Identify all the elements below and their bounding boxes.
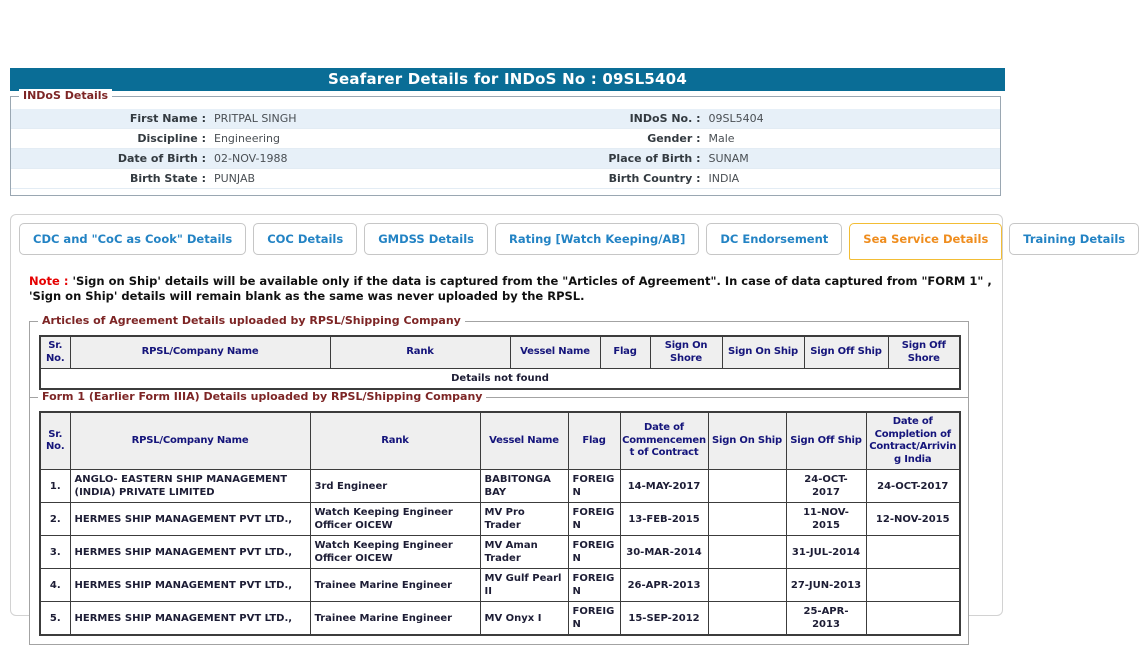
note-body: 'Sign on Ship' details will be available only if the data is captured from the "Articles of Agreement". In case of data captured from "FORM 1" , 'Sign on Ship' details will remain blank as the same was never uploaded by the RPSL. [29, 274, 992, 304]
table-row [40, 503, 960, 536]
sign-on-ship-cell [708, 602, 786, 636]
flag-cell: FOREIGN [568, 602, 620, 636]
articles-of-agreement-fieldset [29, 314, 969, 399]
articles-header-row [40, 336, 960, 369]
date-of-birth-label: Date of Birth : [117, 152, 206, 165]
sr-no-cell: 2. [40, 503, 70, 536]
rank-cell: 3rd Engineer [310, 470, 480, 503]
first-name-label: First Name : [129, 112, 206, 125]
indos-no-label: INDoS No. : [629, 112, 701, 125]
indos-row-birth [11, 149, 1000, 169]
details-not-found-message: Details not found [40, 369, 960, 390]
birth-state-value: PUNJAB [214, 172, 256, 185]
commencement-cell: 30-MAR-2014 [620, 536, 708, 569]
date-of-birth-value: 02-NOV-1988 [214, 152, 288, 165]
tab-coc-details[interactable]: COC Details [253, 223, 357, 255]
indos-row-state [11, 169, 1000, 189]
vessel-cell: MV Aman Trader [480, 536, 568, 569]
company-cell: HERMES SHIP MANAGEMENT PVT LTD., [70, 536, 310, 569]
sign-on-ship-cell [708, 536, 786, 569]
articles-col-company: RPSL/Company Name [70, 336, 330, 369]
vessel-cell: MV Pro Trader [480, 503, 568, 536]
rank-cell: Trainee Marine Engineer [310, 569, 480, 602]
tab-content-panel [10, 214, 1126, 630]
articles-col-sign-off-ship: Sign Off Ship [804, 336, 888, 369]
vessel-cell: MV Gulf Pearl II [480, 569, 568, 602]
completion-cell: 12-NOV-2015 [866, 503, 960, 536]
sr-no-cell: 4. [40, 569, 70, 602]
form1-col-company: RPSL/Company Name [70, 412, 310, 470]
flag-cell: FOREIGN [568, 536, 620, 569]
completion-cell [866, 536, 960, 569]
flag-cell: FOREIGN [568, 503, 620, 536]
discipline-value: Engineering [214, 132, 280, 145]
tab-dc-endorsement[interactable]: DC Endorsement [706, 223, 842, 255]
indos-details-legend: INDoS Details [19, 89, 112, 103]
sign-off-ship-cell: 25-APR-2013 [786, 602, 866, 636]
form1-col-completion: Date of Completion of Contract/Arriving India [866, 412, 960, 470]
tab-training-details[interactable]: Training Details [1009, 223, 1139, 255]
sign-off-ship-cell: 11-NOV-2015 [786, 503, 866, 536]
vessel-cell: MV Onyx I [480, 602, 568, 636]
sign-on-ship-note [29, 274, 994, 304]
table-row [40, 569, 960, 602]
form1-col-sign-off-ship: Sign Off Ship [786, 412, 866, 470]
indos-no-value: 09SL5404 [708, 112, 764, 125]
articles-col-flag: Flag [600, 336, 650, 369]
table-row [40, 536, 960, 569]
first-name-value: PRITPAL SINGH [214, 112, 297, 125]
sign-off-ship-cell: 24-OCT-2017 [786, 470, 866, 503]
company-cell: ANGLO- EASTERN SHIP MANAGEMENT (INDIA) PRIVATE LIMITED [70, 470, 310, 503]
rank-cell: Watch Keeping Engineer Officer OICEW [310, 503, 480, 536]
page-title: Seafarer Details for INDoS No : 09SL5404 [328, 70, 687, 88]
form1-header-row [40, 412, 960, 470]
articles-col-vessel: Vessel Name [510, 336, 600, 369]
place-of-birth-value: SUNAM [708, 152, 749, 165]
gender-label: Gender : [647, 132, 701, 145]
sign-on-ship-cell [708, 470, 786, 503]
tab-gmdss-details[interactable]: GMDSS Details [364, 223, 488, 255]
form1-table [39, 411, 961, 636]
place-of-birth-label: Place of Birth : [608, 152, 701, 165]
form1-col-sign-on-ship: Sign On Ship [708, 412, 786, 470]
sr-no-cell: 5. [40, 602, 70, 636]
articles-col-sign-on-shore: Sign On Shore [650, 336, 722, 369]
sign-off-ship-cell: 27-JUN-2013 [786, 569, 866, 602]
gender-value: Male [708, 132, 735, 145]
birth-country-label: Birth Country : [608, 172, 701, 185]
indos-row-name [11, 109, 1000, 129]
company-cell: HERMES SHIP MANAGEMENT PVT LTD., [70, 503, 310, 536]
commencement-cell: 15-SEP-2012 [620, 602, 708, 636]
sr-no-cell: 1. [40, 470, 70, 503]
note-prefix: Note : [29, 274, 69, 288]
table-row [40, 602, 960, 636]
form1-col-vessel: Vessel Name [480, 412, 568, 470]
completion-cell: 24-OCT-2017 [866, 470, 960, 503]
flag-cell: FOREIGN [568, 470, 620, 503]
articles-col-rank: Rank [330, 336, 510, 369]
commencement-cell: 13-FEB-2015 [620, 503, 708, 536]
form1-col-sr-no: Sr. No. [40, 412, 70, 470]
commencement-cell: 14-MAY-2017 [620, 470, 708, 503]
articles-col-sign-off-shore: Sign Off Shore [888, 336, 960, 369]
rank-cell: Watch Keeping Engineer Officer OICEW [310, 536, 480, 569]
articles-empty-row [40, 369, 960, 390]
form1-col-flag: Flag [568, 412, 620, 470]
articles-table [39, 335, 961, 390]
form1-col-rank: Rank [310, 412, 480, 470]
tab-cdc-coc-as-cook-details[interactable]: CDC and "CoC as Cook" Details [19, 223, 246, 255]
completion-cell [866, 569, 960, 602]
company-cell: HERMES SHIP MANAGEMENT PVT LTD., [70, 569, 310, 602]
tab-sea-service-details[interactable]: Sea Service Details [849, 223, 1002, 260]
form1-legend: Form 1 (Earlier Form IIIA) Details uploaded by RPSL/Shipping Company [38, 390, 486, 404]
sign-on-ship-cell [708, 503, 786, 536]
vessel-cell: BABITONGA BAY [480, 470, 568, 503]
table-row [40, 470, 960, 503]
indos-row-discipline [11, 129, 1000, 149]
page-title-bar [10, 68, 1005, 91]
articles-col-sign-on-ship: Sign On Ship [722, 336, 804, 369]
articles-col-sr-no: Sr. No. [40, 336, 70, 369]
completion-cell [866, 602, 960, 636]
form1-col-commencement: Date of Commencement of Contract [620, 412, 708, 470]
tab-strip [19, 223, 1139, 260]
company-cell: HERMES SHIP MANAGEMENT PVT LTD., [70, 602, 310, 636]
sign-on-ship-cell [708, 569, 786, 602]
birth-state-label: Birth State : [129, 172, 206, 185]
rank-cell: Trainee Marine Engineer [310, 602, 480, 636]
sign-off-ship-cell: 31-JUL-2014 [786, 536, 866, 569]
commencement-cell: 26-APR-2013 [620, 569, 708, 602]
articles-legend: Articles of Agreement Details uploaded by RPSL/Shipping Company [38, 314, 465, 328]
form1-fieldset [29, 390, 969, 645]
flag-cell: FOREIGN [568, 569, 620, 602]
birth-country-value: INDIA [708, 172, 740, 185]
tab-rating-watch-keeping-ab[interactable]: Rating [Watch Keeping/AB] [495, 223, 699, 255]
indos-details-fieldset [10, 89, 1001, 196]
sr-no-cell: 3. [40, 536, 70, 569]
discipline-label: Discipline : [137, 132, 206, 145]
